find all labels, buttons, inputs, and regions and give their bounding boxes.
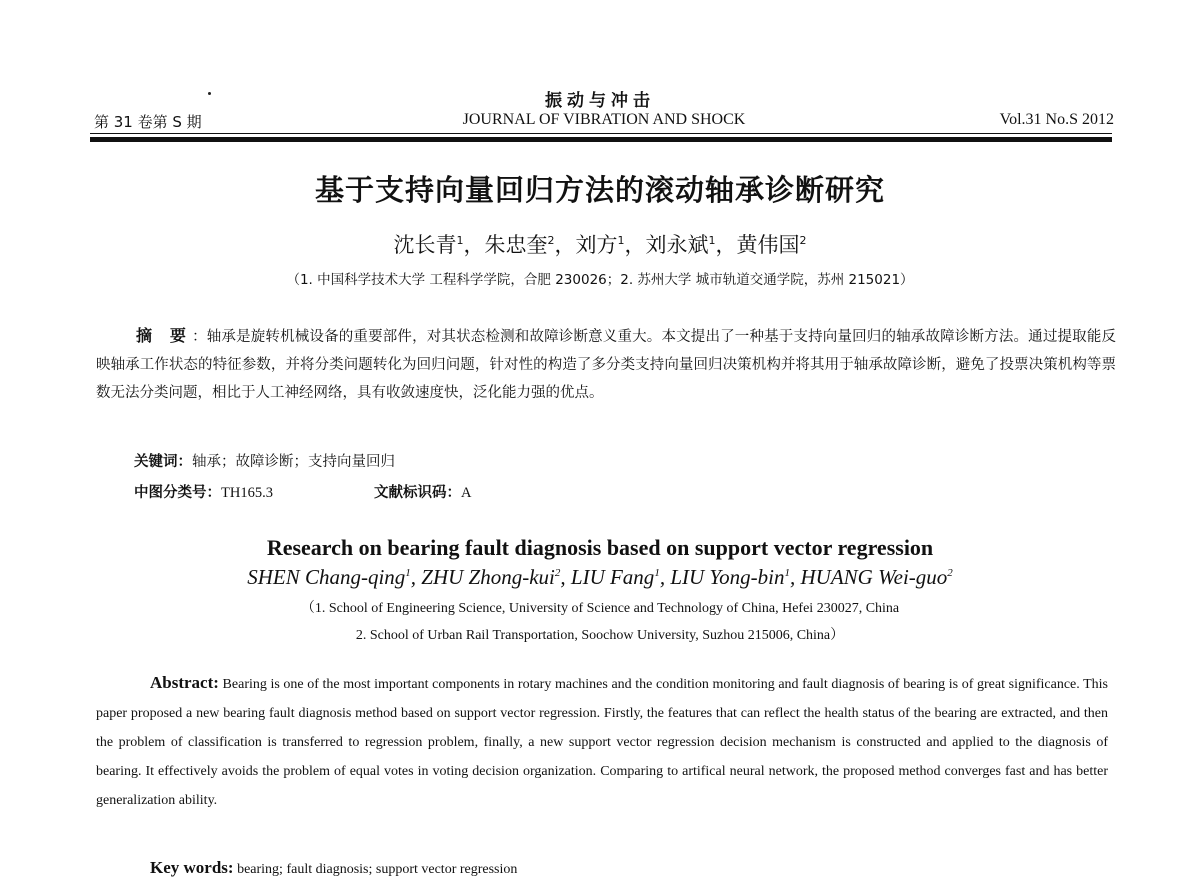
author-separator: ， [715,233,737,257]
author-name: ZHU Zhong-kui [421,565,555,589]
abstract-cn-text: 轴承是旋转机械设备的重要部件，对其状态检测和故障诊断意义重大。本文提出了一种基于支持向量回归的轴承故障诊断方法。通过提取能反映轴承工作状态的特征参数，并将分类问题转化为回归问题，针对性的构造了多分类支持向量回归决策机构并将其用于轴承故障诊断，避免了投票决策机构等票数无法分类问题，相比于人工神经网络，具有收敛速度快，泛化能力强的优点。 [96,329,1116,401]
author-separator: ， [463,233,485,257]
journal-name-cn: 振动与冲击 [545,91,655,111]
author-separator: ， [554,233,576,257]
author-name: 朱忠奎 [484,233,548,257]
author-affiliation-mark: 1 [654,567,660,579]
author-affiliation-mark: 1 [617,234,625,247]
abstract-en [96,668,1108,815]
affiliation-cn: （1. 中国科学技术大学 工程科学学院，合肥 230026；2. 苏州大学 城市轨道交通学院，苏州 215021） [286,272,914,288]
paper-title-cn: 基于支持向量回归方法的滚动轴承诊断研究 [314,173,885,207]
keywords-cn-label: 关键词： [134,454,192,470]
abstract-cn-colon: ： [192,329,207,345]
affiliation-en-line1: （1. School of Engineering Science, University of Science and Technology of China, Hefei 230027, China [300,601,900,616]
author-list-cn [0,229,1200,259]
author-name: HUANG Wei-guo [800,565,948,589]
author-separator: , [560,565,571,589]
volume-info: Vol.31 No.S 2012 [999,111,1114,128]
doc-code-value: A [461,485,472,501]
doc-code [374,481,471,502]
author-affiliation-mark: 1 [708,234,716,247]
header-rule-thin [90,133,1112,134]
affiliation-en-line2: 2. School of Urban Rail Transportation, Soochow University, Suzhou 215006, China） [355,628,845,643]
abstract-cn-label: 摘 要 [136,326,193,345]
author-list-en [0,565,1200,590]
journal-name-en: JOURNAL OF VIBRATION AND SHOCK [462,111,746,128]
author-affiliation-mark: 1 [456,234,464,247]
abstract-en-text: Bearing is one of the most important components in rotary machines and the condition monitoring and fault diagnosis of bearing is of great significance. This paper proposed a new bearing fault diagnosis method based on support vector regression. Firstly, the features that can reflect the health status of the bearing are extracted, and then the problem of classification is transferred to regression problem, finally, a new support vector regression decision mechanism is constructed and applied to the diagnosis of bearing. It effectively avoids the problem of equal votes in voting decision organization. Comparing to artifical neural network, the proposed method converges fast and has better generalization ability. [96,677,1109,808]
author-affiliation-mark: 1 [784,567,790,579]
author-separator: , [410,565,422,589]
clc-label: 中图分类号： [134,485,221,501]
classification-row [134,481,472,502]
header-rule-thick [90,137,1112,142]
abstract-en-label: Abstract: [150,673,219,692]
author-separator: , [789,565,801,589]
author-name: LIU Fang [570,565,655,589]
author-affiliation-mark: 2 [554,567,561,579]
author-name: 刘方 [575,233,618,257]
author-separator: , [659,565,671,589]
issue-cn: 第 31 卷第 S 期 [94,113,202,131]
keywords-en-label: Key words: [150,858,234,877]
keywords-en [150,858,517,878]
author-name: 黄伟国 [736,233,800,257]
author-separator: ， [624,233,646,257]
keywords-cn-text: 轴承；故障诊断；支持向量回归 [192,454,395,470]
keywords-cn [134,450,395,471]
doc-code-label: 文献标识码： [374,485,461,501]
paper-title-en: Research on bearing fault diagnosis based on support vector regression [266,535,934,560]
author-affiliation-mark: 2 [799,234,807,247]
abstract-cn [96,322,1116,407]
clc-value: TH165.3 [221,485,273,501]
author-affiliation-mark: 1 [405,567,411,579]
running-header [94,111,1114,133]
author-name: LIU Yong-bin [670,565,785,589]
author-name: 刘永斌 [645,233,709,257]
author-affiliation-mark: 2 [947,567,953,579]
author-name: SHEN Chang-qing [247,565,406,589]
author-affiliation-mark: 2 [547,234,555,247]
author-name: 沈长青 [393,233,457,257]
keywords-en-text: bearing; fault diagnosis; support vector regression [237,862,518,877]
